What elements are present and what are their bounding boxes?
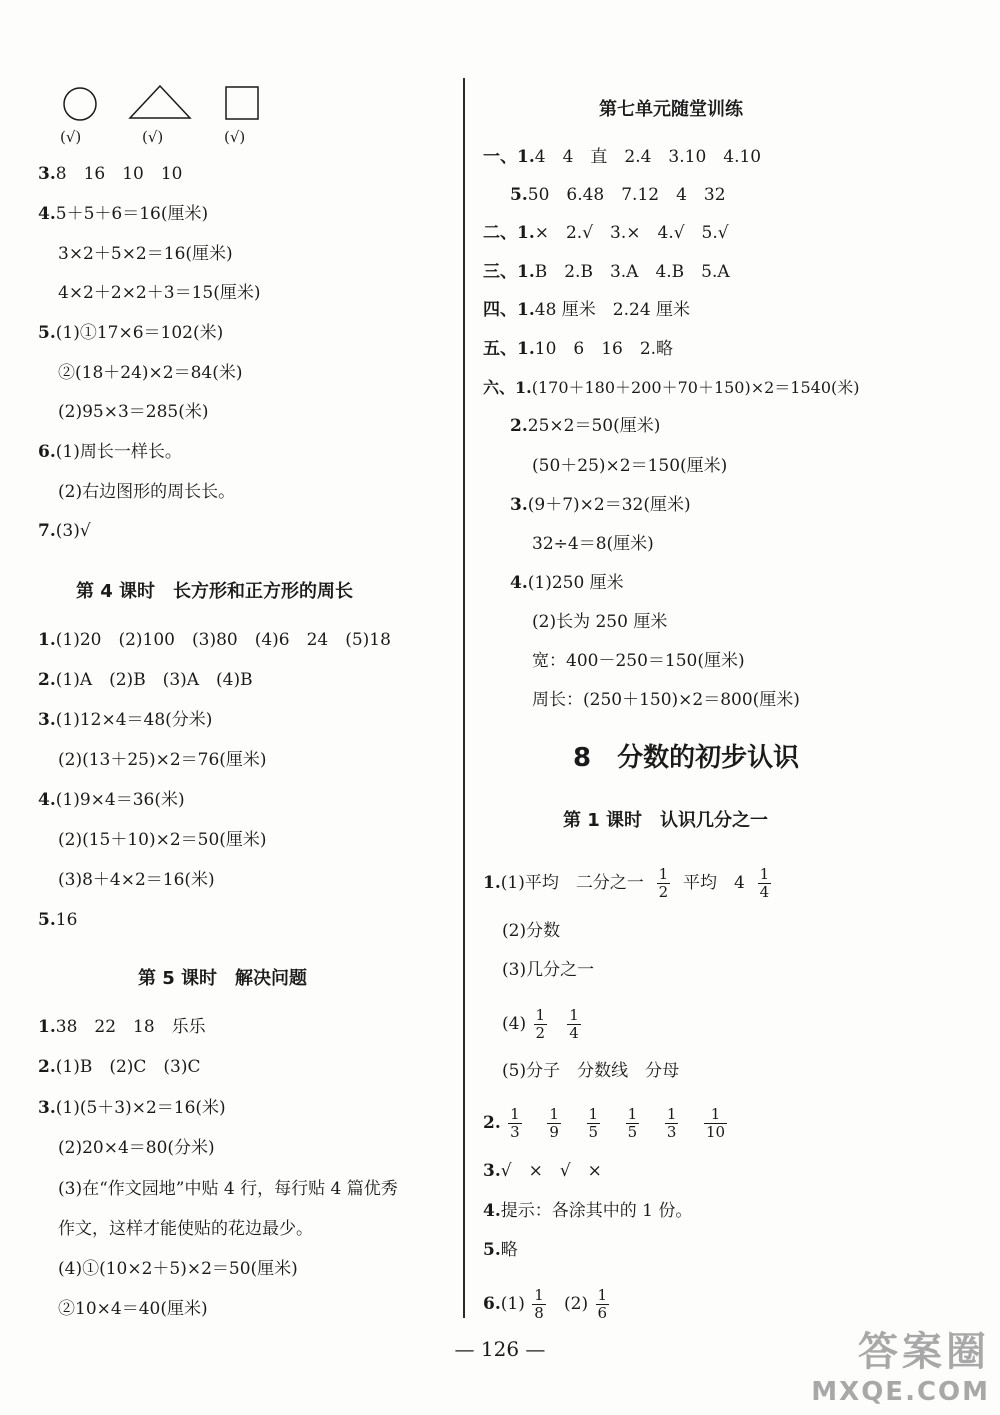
- answer-line: 一、1.4 4 直 2.4 3.10 4.10: [483, 147, 762, 167]
- column-divider: [463, 78, 465, 1318]
- answer-line: 五、1.10 6 16 2.略: [483, 339, 674, 359]
- answer-line: (4)①(10×2＋5)×2＝50(厘米): [58, 1259, 298, 1279]
- answer-line: (2)20×4＝80(分米): [58, 1138, 215, 1158]
- answer-line: 二、1.× 2.√ 3.× 4.√ 5.√: [483, 223, 729, 243]
- answer-line: 2.25×2＝50(厘米): [510, 416, 661, 436]
- section-title-unit7: 第七单元随堂训练: [599, 99, 743, 120]
- section-title-lesson1: 第 1 课时 认识几分之一: [563, 810, 769, 831]
- answer-line: 1.(1)20 (2)100 (3)80 (4)6 24 (5)18: [38, 630, 391, 650]
- answer-line: 3.8 16 10 10: [38, 164, 183, 184]
- fraction: $\frac{1}{4}$: [569, 1006, 579, 1042]
- answer-line: ②10×4＝40(厘米): [58, 1299, 208, 1319]
- answer-line: 宽：400－250＝150(厘米): [532, 651, 745, 671]
- answer-line: (2)95×3＝285(米): [58, 402, 209, 422]
- answer-line: (2)长为 250 厘米: [532, 612, 668, 632]
- fraction: $\frac{1}{3}$: [666, 1105, 677, 1141]
- answer-line: 4×2＋2×2＋3＝15(厘米): [58, 283, 261, 303]
- fraction: $\frac{1}{2}$: [658, 865, 669, 901]
- answer-line: 4.(1)250 厘米: [510, 573, 624, 593]
- watermark-logo: [811, 1320, 990, 1407]
- answer-line: 4.5＋5＋6＝16(厘米): [38, 204, 209, 224]
- watermark-line2: MXQE.COM: [811, 1377, 990, 1407]
- fraction: $\frac{1}{6}$: [597, 1286, 608, 1322]
- answer-line: (3)几分之一: [502, 960, 595, 980]
- answer-line: 5.16: [38, 910, 78, 930]
- square-shape-icon: [225, 86, 259, 120]
- answer-line: 32÷4＝8(厘米): [532, 534, 654, 554]
- answer-line: 4.(1)9×4＝36(米): [38, 790, 185, 810]
- answer-line: 周长：(250＋150)×2＝800(厘米): [532, 690, 800, 710]
- answer-line: 三、1.B 2.B 3.A 4.B 5.A: [483, 262, 730, 282]
- watermark-line1: 答案圈: [858, 1329, 990, 1375]
- answer-line: (50＋25)×2＝150(厘米): [532, 456, 728, 476]
- answer-line: ②(18＋24)×2＝84(米): [58, 363, 243, 383]
- answer-line: (4) $\frac{1}{2}$ $\frac{1}{4}$: [502, 1006, 579, 1042]
- triangle-shape-icon: [128, 84, 192, 120]
- answer-line: 1.38 22 18 乐乐: [38, 1017, 206, 1037]
- circle-mark: (√): [60, 128, 82, 146]
- answer-line: 5.(1)①17×6＝102(米): [38, 323, 224, 343]
- answer-line: 3×2＋5×2＝16(厘米): [58, 244, 233, 264]
- circle-shape-icon: [62, 86, 98, 122]
- answer-line: (2)(13＋25)×2＝76(厘米): [58, 750, 267, 770]
- answer-line: 6.(1) $\frac{1}{8}$ (2) $\frac{1}{6}$: [483, 1286, 608, 1322]
- triangle-mark: (√): [142, 128, 164, 146]
- answer-line: (2)分数: [502, 921, 561, 941]
- answer-line: 2.(1)A (2)B (3)A (4)B: [38, 670, 253, 690]
- answer-line: 2. $\frac{1}{3}$ $\frac{1}{9}$ $\frac{1}{5}$ $\frac{1}{5}$ $\frac{1}{3}$ $\frac{1}{10}$: [483, 1105, 726, 1141]
- answer-line: 7.(3)√: [38, 521, 91, 541]
- answer-line: 2.(1)B (2)C (3)C: [38, 1057, 201, 1077]
- answer-line: 六、1.(170＋180＋200＋70＋150)×2＝1540(米): [483, 378, 860, 397]
- answer-line: (2)右边图形的周长长。: [58, 482, 236, 502]
- page-number: — 126 —: [454, 1337, 546, 1361]
- answer-line: 3.(1)(5＋3)×2＝16(米): [38, 1098, 226, 1118]
- fraction: $\frac{1}{2}$: [535, 1006, 546, 1042]
- fraction: $\frac{1}{5}$: [627, 1105, 638, 1141]
- fraction: $\frac{1}{3}$: [510, 1105, 520, 1141]
- answer-line: (3)在“作文园地”中贴 4 行，每行贴 4 篇优秀: [58, 1179, 398, 1199]
- answer-line: 四、1.48 厘米 2.24 厘米: [483, 300, 691, 320]
- answer-line: (5)分子 分数线 分母: [502, 1061, 680, 1081]
- fraction: $\frac{1}{9}$: [549, 1105, 559, 1141]
- section-title-lesson5: 第 5 课时 解决问题: [138, 968, 308, 989]
- chapter-title: 8 分数的初步认识: [573, 743, 800, 773]
- answer-line: 4.提示：各涂其中的 1 份。: [483, 1201, 693, 1221]
- answer-line: 1.(1)平均 二分之一 $\frac{1}{2}$ 平均 4 $\frac{1}{4}$: [483, 865, 770, 901]
- fraction: $\frac{1}{5}$: [588, 1105, 599, 1141]
- square-mark: (√): [224, 128, 246, 146]
- fraction: $\frac{1}{4}$: [759, 865, 770, 901]
- section-title-lesson4: 第 4 课时 长方形和正方形的周长: [76, 581, 354, 602]
- answer-line: (3)8＋4×2＝16(米): [58, 870, 215, 890]
- answer-line: (2)(15＋10)×2＝50(厘米): [58, 830, 267, 850]
- answer-line: 3.√ × √ ×: [483, 1161, 602, 1181]
- fraction: $\frac{1}{8}$: [534, 1286, 544, 1322]
- answer-line: 作文，这样才能使贴的花边最少。: [58, 1219, 313, 1239]
- answer-line: 5.50 6.48 7.12 4 32: [510, 185, 726, 205]
- answer-line: 3.(9＋7)×2＝32(厘米): [510, 495, 691, 515]
- answer-line: 6.(1)周长一样长。: [38, 442, 182, 462]
- fraction: $\frac{1}{10}$: [706, 1105, 726, 1141]
- answer-line: 3.(1)12×4＝48(分米): [38, 710, 213, 730]
- answer-line: 5.略: [483, 1240, 518, 1260]
